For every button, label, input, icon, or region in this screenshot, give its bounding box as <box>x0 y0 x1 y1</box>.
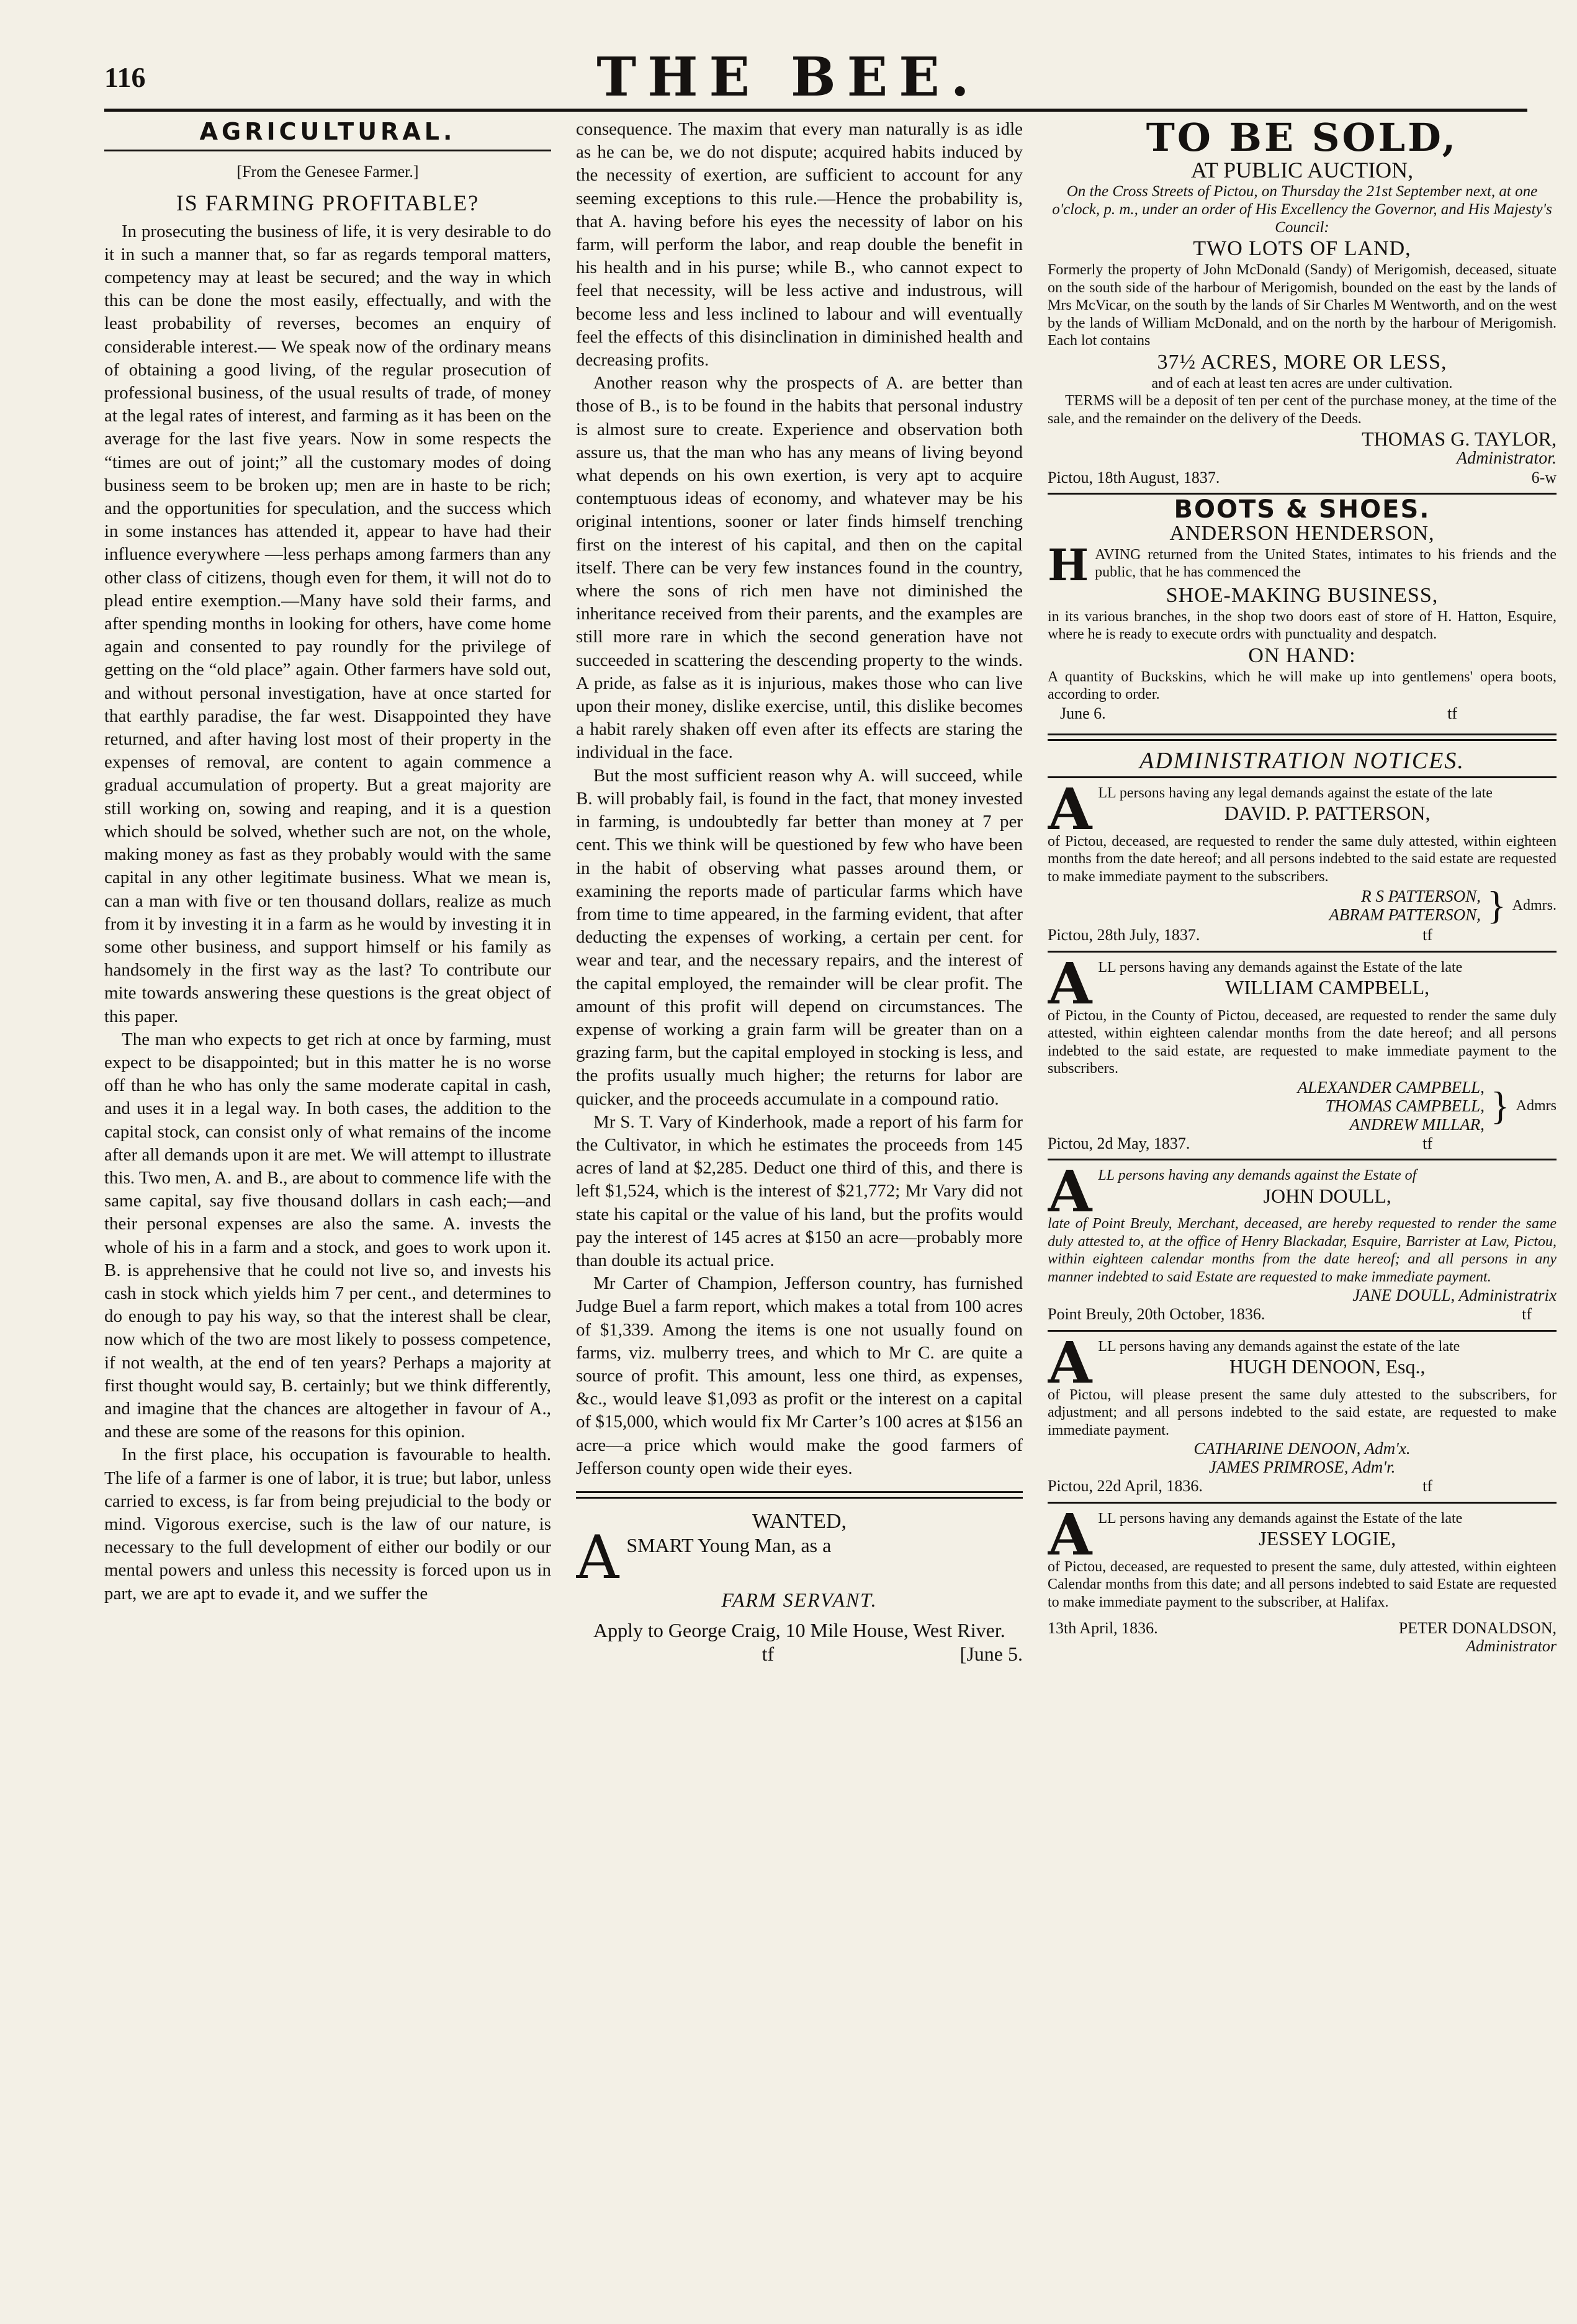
boots-ad <box>1048 495 1557 722</box>
notice-body: late of Point Breuly, Merchant, deceased, are hereby requested to render the same duly attested to, at the office of Henry Blackadar, Esquire, Barrister at Law, Pictou, within eighteen calendar months from the date hereof; and all persons in any manner indebted to said Estate are requested to make immediate payment. <box>1048 1216 1557 1285</box>
boots-on-hand: ON HAND: <box>1248 644 1356 667</box>
ad-code: tf <box>1422 1134 1432 1152</box>
paper-title: THE BEE. <box>596 46 981 109</box>
ad-code: tf <box>762 1643 775 1666</box>
drop-cap: A <box>576 1523 619 1593</box>
wanted-position: FARM SERVANT. <box>721 1589 878 1612</box>
masthead <box>37 43 1540 112</box>
notice-doull <box>1048 1158 1557 1324</box>
signatory: ALEXANDER CAMPBELL, <box>1297 1077 1485 1097</box>
notice-signatories <box>1048 1439 1557 1476</box>
article-paragraph: The man who expects to get rich at once by farming, must expect to be disappointed; but in this matter he is no worse off than he who has only the same moderate capital in cash, and uses it in a legal way. In both cases, the addition to the capital stock, can consist only of what remains of the income after all demands upon it are met. We will attempt to illustrate this. Two men, A. and B., are about to commence life with the same capital, say five thousand dollars in cash each;—and their personal expenses are also the same. A. invests the whole of his in a farm and a stock, and goes to work upon it. B. is apprehensive that he could not live so, and invests his cash in stock which yields him 7 per cent., and determines to do enough to pay his way, so that the interest shall be clear, now which of the two are most likely to possess competence, if not wealth, at the end of ten years? Perhaps a majority at first thought would say, B. certainly; but we think differently, and imagine that the chances are altogether in favour of A., and these are some of the reasons for this opinion. <box>104 1029 551 1442</box>
notice-campbell <box>1048 949 1557 1153</box>
notice-body: of Pictou, deceased, are requested to render the same duly attested, within eighteen months from the date hereof; and all persons indebted to the said estate are requested to make immediate payment to the subscribers. <box>1048 833 1557 885</box>
article-paragraph: In prosecuting the business of life, it is very desirable to do it in such a manner that, so far as regards temporal matters, competency may at least be secured; and the way in which this can be done the most easily, effectually, and with the least probability of reverses, becomes an enquiry of considerable interest.— We speak now of the ordinary means of obtaining a good living, of the regular prosecution of professional business, of the usual results of trade, of money at the legal rates of interest, and farming as it has been on the average for the last five years. Now in some respects the “times are out of joint;” all the customary modes of doing business seem to be broken up; men are in haste to be rich; and the opportunities for speculation, and the success which in some instances has attended it, appear to have had their influence everywhere —less perhaps among farmers than any other class of citizens, though even for them, it will not do to plead entire exemption.—Many have sold their farms, and after spending months in looking for others, have come home again and consented to pay roundly for the privilege of getting on the “old place” again. Other farmers have sold out, and without personal investigation, have at once started for that earthly paradise, the far west. Disappointed they have returned, and after having lost most of their property in the expenses of removal, are content to again commence a gradual accumulation of property. But a great majority are still working on, sowing and reaping, and it is a question which should be solved, whether such are not, on the whole, making money as fast as they probably would with the same capital in any other legitimate business. What we mean is, can a man with five or ten thousand dollars, realize as much from it by investing it in a farm as he would by investing it in some other business, and support himself or his family as handsomely in the first way as the last? To contribute our mite towards answering these questions is the great object of this paper. <box>104 221 551 1026</box>
notice-logie <box>1048 1501 1557 1656</box>
auction-terms: On the Cross Streets of Pictou, on Thursday the 21st September next, at one o'clock, p. m., under an order of His Excellency the Governor, and His Majesty's Council: <box>1052 183 1552 236</box>
ad-date: [June 5. <box>959 1643 1023 1666</box>
divider <box>1048 776 1557 778</box>
notice-intro: LL persons having any demands against the estate of the late <box>1098 1338 1460 1355</box>
wanted-footer <box>576 1643 1023 1666</box>
notice-dateline <box>1048 926 1557 944</box>
notice-intro: LL persons having any legal demands against the estate of the late <box>1098 784 1493 801</box>
article-paragraph: Another reason why the prospects of A. are better than those of B., is to be found in the habits that personal industry is almost sure to create. Experience and observation both assure us, that the man who has any means of living beyond what depends on his own exertion, is very apt to acquire contemptuous ideas of economy, and whatever may be his original intentions, sooner or later finds himself trenching first on the interest of his capital, and then on the capital itself. There can be very few instances found in the country, where the sons of rich men have not diminished the inheritance received from their parents, and the examples are still more rare in which the second generation have not succeeded in scattering the descending property to the winds. A pride, as false as it is injurious, makes those who can live upon their money, dislike exercise, until, this dislike becomes a habit rarely shaken off even after its effects are staring the individual in the face. <box>576 373 1023 763</box>
boots-dateline <box>1048 705 1557 723</box>
boots-stock: A quantity of Buckskins, which he will make up into gentlemens' opera boots, according to order. <box>1048 668 1557 702</box>
article-paragraph: Mr Carter of Champion, Jefferson country, has furnished Judge Buel a farm report, which makes a total from 100 acres of $1,339. Among the items is one not usually found on farms, viz. mulberry trees, and which to Mr C. are quite a source of profit. This amount, less one third, as expenses, &c., would leave $1,093 as profit or the interest on a capital of $15,000, which would fix Mr Carter’s 100 acres at $156 an acre—a price which would make the good farmers of Jefferson county open wide their eyes. <box>576 1273 1023 1478</box>
boots-heading: BOOTS & SHOES. <box>1174 495 1431 524</box>
notice-denoon <box>1048 1329 1557 1496</box>
boots-rest: in its various branches, in the shop two doors east of store of H. Hatton, Esquire, where he is ready to execute ordrs with punctuality and despatch. <box>1048 608 1557 642</box>
column-article-continued <box>576 118 1023 2284</box>
drop-cap: A <box>1048 775 1092 843</box>
article-paragraph: Mr S. T. Vary of Kinderhook, made a report of his farm for the Cultivator, in which he estimates the proceeds from 145 acres of land at $2,285. Deduct one third of this, and there is left $1,524, which is the interest of $21,772; Mr Vary did not state his capital or the value of his land, but the profits would pay the interest of 145 acres at $150 an acre—probably more than double its actual price. <box>576 1111 1023 1270</box>
auction-signer: THOMAS G. TAYLOR, <box>1362 428 1557 450</box>
auction-signer-role: Administrator. <box>1456 449 1557 468</box>
notice-signatories <box>1048 1286 1557 1304</box>
auction-lots: TWO LOTS OF LAND, <box>1193 237 1411 260</box>
notice-intro: LL persons having any demands against the Estate of the late <box>1098 1510 1463 1527</box>
notice-dateline <box>1048 1478 1557 1496</box>
auction-description: Formerly the property of John McDonald (Sandy) of Merigomish, deceased, situate on the south side of the harbour of Merigomish, bounded on the east by the lands of Mrs McVicar, on the south by the lands of Sir Charles M Wentworth, and on the west by the lands of William McDonald, and on the north by the harbour of Merigomish. Each lot contains <box>1048 262 1557 349</box>
source-credit: [From the Genesee Farmer.] <box>236 163 419 181</box>
article-paragraph: But the most sufficient reason why A. will succeed, while B. will probably fail, is found in the fact, that money invested in farming, is undoubtedly far better than money at 7 per cent. This we think will be questioned by few who have been in the habit of observing what passes around them, or examining the reports made of particular farms which have from time to time appeared, in the farming evident, that after deducting the expenses of working, a certain per cent. for wear and tear, and the necessary repairs, and the interest of the capital employed, the remainder will be clear profit. The amount of this profit will depend on circumstances. The expense of working a grain farm will be greater than on a grazing farm, but the capital employed in stocking is less, and the profits usually much higher; the returns for labor are quicker, and the proceeds accumulate in a compound ratio. <box>576 765 1023 1109</box>
boots-intro: AVING returned from the United States, intimates to his friends and the public, that he has commenced the <box>1095 546 1557 580</box>
auction-ad <box>1048 118 1557 487</box>
article-headline: IS FARMING PROFITABLE? <box>176 191 480 216</box>
notice-body: of Pictou, will please present the same duly attested to the subscribers, for adjustment; and all persons indebted to the said estate, are requested to make immediate payment. <box>1048 1386 1557 1438</box>
signatory-role: Admrs. <box>1512 897 1557 913</box>
notice-patterson <box>1048 775 1557 944</box>
masthead-rule <box>104 109 1527 112</box>
column-agricultural <box>104 118 551 2284</box>
signatory: JAMES PRIMROSE, Adm'r. <box>1208 1458 1396 1476</box>
notice-intro: LL persons having any demands against the Estate of the late <box>1098 959 1463 976</box>
wanted-heading: WANTED, <box>752 1509 847 1533</box>
drop-cap: A <box>1048 949 1092 1017</box>
divider <box>1048 1502 1557 1504</box>
notice-signatories: ALEXANDER CAMPBELL, THOMAS CAMPBELL, ANDREW MILLAR, } Admrs <box>1297 1077 1557 1134</box>
signatory: THOMAS CAMPBELL, <box>1325 1096 1485 1115</box>
wanted-apply: Apply to George Craig, 10 Mile House, West River. <box>593 1619 1005 1642</box>
article-paragraph: In the first place, his occupation is favourable to health. The life of a farmer is one of labor, it is true; but labor, unless carried to excess, is far from being prejudicial to the body or mind. Vigorous exercise, such is the law of our nature, is necessary to the full development of either our bodily or our mental powers and unless this necessity is forced upon us in part, we are apt to evade it, and we suffer the <box>104 1445 551 1604</box>
notice-name: DAVID. P. PATTERSON, <box>1224 802 1431 824</box>
signatory: ANDREW MILLAR, <box>1349 1115 1485 1134</box>
signatory: JANE DOULL, Administratrix <box>1352 1286 1557 1304</box>
divider <box>1048 734 1557 741</box>
notice-name: HUGH DENOON, Esq., <box>1229 1355 1426 1378</box>
auction-subheading: AT PUBLIC AUCTION, <box>1190 158 1414 182</box>
page-number: 116 <box>104 61 146 93</box>
ad-code: 6-w <box>1531 468 1557 487</box>
boots-business: SHOE-MAKING BUSINESS, <box>1166 583 1439 607</box>
notice-dateline <box>1048 1620 1557 1655</box>
drop-cap: A <box>1048 1329 1092 1396</box>
place-date: Pictou, 28th July, 1837. <box>1048 926 1200 944</box>
signatory-role: Administrator <box>1466 1636 1557 1655</box>
wanted-ad <box>576 1510 1023 1666</box>
divider <box>104 150 551 151</box>
place-date: 13th April, 1836. <box>1048 1619 1158 1637</box>
drop-cap: A <box>1048 1158 1092 1225</box>
divider <box>1048 951 1557 953</box>
boots-name: ANDERSON HENDERSON, <box>1169 521 1435 545</box>
place-date: Point Breuly, 20th October, 1836. <box>1048 1305 1265 1323</box>
administration-heading: ADMINISTRATION NOTICES. <box>1139 748 1465 774</box>
section-heading: AGRICULTURAL. <box>199 118 456 145</box>
auction-cultivation: and of each at least ten acres are under cultivation. <box>1151 375 1453 392</box>
signatory: PETER DONALDSON, <box>1398 1619 1557 1637</box>
notice-name: JOHN DOULL, <box>1263 1184 1391 1207</box>
columns <box>104 118 1557 2302</box>
signatory: R S PATTERSON, <box>1361 887 1481 905</box>
boots-body <box>1048 539 1557 591</box>
place-date: Pictou, 22d April, 1836. <box>1048 1477 1203 1495</box>
ad-code: tf <box>1522 1305 1532 1323</box>
divider <box>576 1491 1023 1499</box>
article-paragraph: consequence. The maxim that every man naturally is as idle as he can be, we do not dispute; acquired habits induced by the necessity of exertion, are sufficient to account for any seeming exceptions to this rule.—Hence the probability is, that A. having before his eyes the necessity of labor on his farm, will perform the labor, and reap double the benefit in his health and in his purse; while B., who cannot expect to feel that necessity, will be less active and industrous, will become less and less inclined to labour and will eventually feel the effects of this disinclination in diminished health and decreasing profits. <box>576 119 1023 370</box>
signatory: CATHARINE DENOON, Adm'x. <box>1193 1439 1411 1458</box>
notice-dateline <box>1048 1306 1557 1324</box>
divider <box>1048 1330 1557 1332</box>
signatory-role: Admrs <box>1516 1097 1557 1114</box>
drop-cap: H <box>1048 539 1089 591</box>
ad-code: tf <box>1447 704 1457 722</box>
ad-code: tf <box>1422 926 1432 944</box>
notice-body: of Pictou, in the County of Pictou, deceased, are requested to render the same duly attested, within eighteen calendar months from the date hereof; and all persons indebted to the said estate, are requested to make immediate payment to the subscribers. <box>1048 1007 1557 1077</box>
notice-dateline <box>1048 1135 1557 1153</box>
drop-cap: A <box>1048 1501 1092 1568</box>
ad-code: tf <box>1422 1477 1432 1495</box>
notice-name: WILLIAM CAMPBELL, <box>1225 976 1430 998</box>
place-date: Pictou, 2d May, 1837. <box>1048 1134 1190 1152</box>
auction-dateline <box>1048 469 1557 487</box>
place-date: Pictou, 18th August, 1837. <box>1048 468 1220 487</box>
auction-payment: TERMS will be a deposit of ten per cent of the purchase money, at the time of the sale, and the remainder on the delivery of the Deeds. <box>1048 393 1557 427</box>
wanted-text: SMART Young Man, as a <box>626 1534 832 1557</box>
wanted-body <box>576 1523 1023 1593</box>
divider <box>1048 493 1557 495</box>
auction-heading: TO BE SOLD, <box>1146 118 1458 160</box>
signatory: ABRAM PATTERSON, <box>1329 905 1481 924</box>
notice-name: JESSEY LOGIE, <box>1259 1527 1396 1550</box>
divider <box>1048 1159 1557 1160</box>
notice-signatories: R S PATTERSON, ABRAM PATTERSON, } Admrs. <box>1329 883 1557 927</box>
notice-intro: LL persons having any demands against the Estate of <box>1098 1167 1417 1183</box>
auction-acres: 37½ ACRES, MORE OR LESS, <box>1157 350 1447 374</box>
ad-date: June 6. <box>1060 704 1106 722</box>
column-advertisements <box>1048 118 1557 2284</box>
notice-body: of Pictou, deceased, are requested to present the same, duly attested, within eighteen Calendar months from this date; and all persons indebted to said Estate are requested to make immediate payment to the subscriber, at Halifax. <box>1048 1558 1557 1610</box>
